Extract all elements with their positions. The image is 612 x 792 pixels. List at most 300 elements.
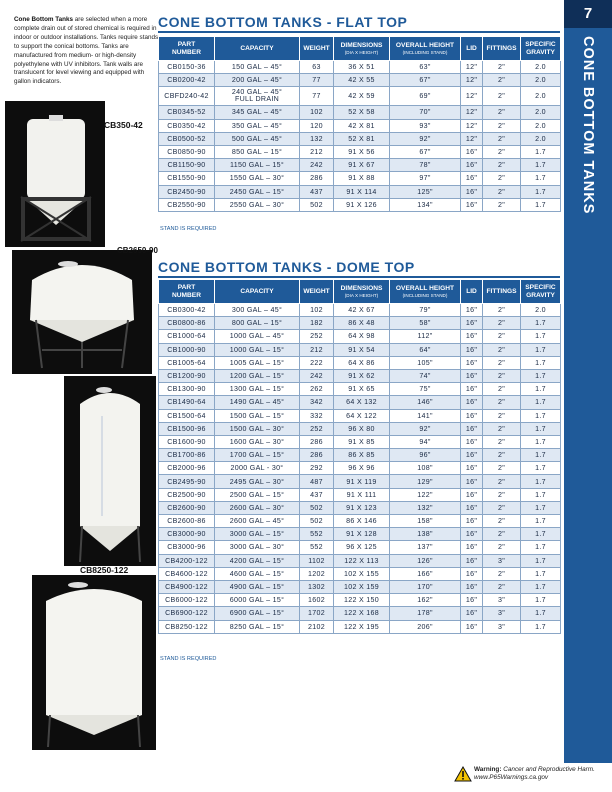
cell-dimensions: 64 X 132: [334, 396, 390, 409]
table-row: [159, 369, 561, 382]
table-row: [159, 462, 561, 475]
flat-top-title-rule: [158, 31, 560, 33]
table-row: [159, 580, 561, 593]
cell-dimensions: 64 X 86: [334, 356, 390, 369]
cell-weight: 242: [300, 369, 334, 382]
cell-part-number: CB1000-90: [159, 343, 215, 356]
table-row: [159, 488, 561, 501]
cell-part-number: CB1490-64: [159, 396, 215, 409]
cell-capacity: [215, 87, 300, 106]
cell-part-number: CB1550-90: [159, 172, 215, 185]
cell-lid: 16": [461, 304, 483, 317]
cell-capacity: 2500 GAL – 15°: [215, 488, 300, 501]
table-row: [159, 594, 561, 607]
table-row: [159, 330, 561, 343]
cell-specific-gravity: 1.7: [521, 198, 561, 211]
cell-fittings: 2": [483, 369, 521, 382]
cell-part-number: CB2450-90: [159, 185, 215, 198]
cell-fittings: 2": [483, 515, 521, 528]
warning-text: Cancer and Reproductive Harm.: [501, 766, 595, 773]
cell-overall-height: 63": [390, 61, 461, 74]
table-row: [159, 396, 561, 409]
cell-fittings: 2": [483, 383, 521, 396]
cell-fittings: 2": [483, 74, 521, 87]
cell-lid: 16": [461, 396, 483, 409]
cell-dimensions: 91 X 128: [334, 528, 390, 541]
cell-overall-height: 132": [390, 501, 461, 514]
col-specific-gravity: SPECIFIC GRAVITY: [521, 280, 561, 304]
cell-weight: 1702: [300, 607, 334, 620]
cell-overall-height: 112": [390, 330, 461, 343]
dome-top-table: [158, 279, 561, 634]
cell-lid: 16": [461, 620, 483, 633]
cell-overall-height: 79": [390, 304, 461, 317]
cell-weight: 1302: [300, 580, 334, 593]
cell-capacity: 350 GAL – 45°: [215, 119, 300, 132]
cell-weight: 502: [300, 515, 334, 528]
cell-specific-gravity: 1.7: [521, 554, 561, 567]
cell-overall-height: 122": [390, 488, 461, 501]
warning-triangle-icon: [454, 766, 472, 782]
cell-weight: 2102: [300, 620, 334, 633]
tank-photo-dome-narrow: [64, 376, 156, 566]
cell-weight: 182: [300, 317, 334, 330]
col-part-number: PART NUMBER: [159, 37, 215, 61]
cell-lid: 16": [461, 607, 483, 620]
cell-weight: 252: [300, 330, 334, 343]
cell-fittings: 2": [483, 132, 521, 145]
cell-part-number: CB1300-90: [159, 383, 215, 396]
cell-capacity: 150 GAL – 45°: [215, 61, 300, 74]
cell-lid: 16": [461, 185, 483, 198]
cell-capacity: 4900 GAL – 15°: [215, 580, 300, 593]
cell-part-number: CB1600-90: [159, 435, 215, 448]
cell-overall-height: 94": [390, 435, 461, 448]
table-row: [159, 422, 561, 435]
cell-weight: 222: [300, 356, 334, 369]
col-weight: WEIGHT: [300, 37, 334, 61]
cell-dimensions: 122 X 113: [334, 554, 390, 567]
cell-part-number: CB2495-90: [159, 475, 215, 488]
cell-dimensions: 91 X 54: [334, 343, 390, 356]
flat-top-title: CONE BOTTOM TANKS - FLAT TOP: [158, 14, 408, 30]
cell-specific-gravity: 1.7: [521, 475, 561, 488]
cell-weight: 77: [300, 74, 334, 87]
cell-dimensions: 96 X 80: [334, 422, 390, 435]
cell-overall-height: 162": [390, 594, 461, 607]
cell-specific-gravity: 1.7: [521, 159, 561, 172]
col-lid: LID: [461, 37, 483, 61]
cell-fittings: 3": [483, 554, 521, 567]
cell-capacity: 1150 GAL – 15°: [215, 159, 300, 172]
cell-weight: 552: [300, 541, 334, 554]
flat-top-table: [158, 36, 561, 212]
cell-fittings: 2": [483, 396, 521, 409]
cell-capacity: 850 GAL – 15°: [215, 145, 300, 158]
cell-capacity: 800 GAL – 15°: [215, 317, 300, 330]
cell-dimensions: 122 X 195: [334, 620, 390, 633]
cell-part-number: CB0850-90: [159, 145, 215, 158]
col-overall-height: OVERALL HEIGHT (INCLUDING STAND): [390, 37, 461, 61]
cell-overall-height: 138": [390, 528, 461, 541]
cell-part-number: CB0500-52: [159, 132, 215, 145]
cell-overall-height: 141": [390, 409, 461, 422]
cell-fittings: 2": [483, 356, 521, 369]
table-row: [159, 383, 561, 396]
cell-overall-height: 137": [390, 541, 461, 554]
warning-url[interactable]: www.P65Warnings.ca.gov: [474, 774, 549, 781]
cell-specific-gravity: 1.7: [521, 462, 561, 475]
cell-capacity: 1490 GAL – 45°: [215, 396, 300, 409]
cell-lid: 16": [461, 580, 483, 593]
cell-capacity: 1300 GAL – 15°: [215, 383, 300, 396]
intro-bold: Cone Bottom Tanks: [14, 16, 74, 23]
cell-fittings: 2": [483, 304, 521, 317]
cell-weight: 102: [300, 106, 334, 119]
table-row: [159, 501, 561, 514]
table-row: [159, 515, 561, 528]
cell-part-number: CBFD240-42: [159, 87, 215, 106]
cell-specific-gravity: 1.7: [521, 620, 561, 633]
cell-lid: 16": [461, 356, 483, 369]
cell-lid: 16": [461, 435, 483, 448]
cell-specific-gravity: 1.7: [521, 541, 561, 554]
cell-weight: 286: [300, 172, 334, 185]
cell-capacity: 4600 GAL – 15°: [215, 567, 300, 580]
cell-fittings: 2": [483, 119, 521, 132]
cell-weight: 242: [300, 159, 334, 172]
flat-top-stand-note: STAND IS REQUIRED: [160, 226, 217, 232]
cell-weight: 262: [300, 383, 334, 396]
cell-overall-height: 146": [390, 396, 461, 409]
cell-capacity: 1500 GAL – 30°: [215, 422, 300, 435]
cell-weight: 102: [300, 304, 334, 317]
cell-part-number: CB3000-90: [159, 528, 215, 541]
tank-photo-flat-top: [5, 101, 105, 247]
cell-dimensions: 91 X 67: [334, 159, 390, 172]
cell-overall-height: 67": [390, 145, 461, 158]
cell-overall-height: 166": [390, 567, 461, 580]
cell-part-number: CB4200-122: [159, 554, 215, 567]
cell-part-number: CB4900-122: [159, 580, 215, 593]
col-fittings: FITTINGS: [483, 37, 521, 61]
page-number: 7: [564, 0, 612, 28]
cell-dimensions: 91 X 119: [334, 475, 390, 488]
cell-dimensions: 91 X 114: [334, 185, 390, 198]
cell-lid: 12": [461, 74, 483, 87]
cell-lid: 16": [461, 475, 483, 488]
cell-specific-gravity: 1.7: [521, 330, 561, 343]
table-row: [159, 159, 561, 172]
intro-paragraph: [14, 16, 162, 87]
cell-lid: 16": [461, 462, 483, 475]
cell-dimensions: 91 X 111: [334, 488, 390, 501]
table-row: [159, 343, 561, 356]
col-part-number: PART NUMBER: [159, 280, 215, 304]
cell-capacity: 4200 GAL – 15°: [215, 554, 300, 567]
cell-specific-gravity: 1.7: [521, 145, 561, 158]
cell-specific-gravity: 1.7: [521, 501, 561, 514]
cell-overall-height: 170": [390, 580, 461, 593]
prop65-warning: [450, 764, 610, 788]
table-row: [159, 356, 561, 369]
cell-overall-height: 125": [390, 185, 461, 198]
cell-part-number: CB1200-90: [159, 369, 215, 382]
cell-fittings: 2": [483, 185, 521, 198]
table-row: [159, 435, 561, 448]
cell-part-number: CB2500-90: [159, 488, 215, 501]
cell-part-number: CB3000-96: [159, 541, 215, 554]
cell-part-number: CB6000-122: [159, 594, 215, 607]
cell-lid: 12": [461, 87, 483, 106]
cell-capacity: 6900 GAL – 15°: [215, 607, 300, 620]
dome-top-title-rule: [158, 276, 560, 278]
cell-specific-gravity: 1.7: [521, 422, 561, 435]
cell-fittings: 2": [483, 330, 521, 343]
cell-weight: 437: [300, 488, 334, 501]
cell-part-number: CB1000-64: [159, 330, 215, 343]
cell-capacity: 3000 GAL – 15°: [215, 528, 300, 541]
col-dimensions: DIMENSIONS (DIA X HEIGHT): [334, 37, 390, 61]
table-row: [159, 475, 561, 488]
capacity-line: 240 GAL – 45°: [231, 88, 283, 97]
cell-dimensions: 122 X 150: [334, 594, 390, 607]
table-row: [159, 620, 561, 633]
dome-top-title: CONE BOTTOM TANKS - DOME TOP: [158, 259, 415, 275]
col-fittings: FITTINGS: [483, 280, 521, 304]
table-row: [159, 541, 561, 554]
table-row: [159, 607, 561, 620]
cell-dimensions: 91 X 65: [334, 383, 390, 396]
cell-weight: 120: [300, 119, 334, 132]
cell-dimensions: 86 X 48: [334, 317, 390, 330]
cell-part-number: CB1500-96: [159, 422, 215, 435]
cell-dimensions: 52 X 81: [334, 132, 390, 145]
table-row: [159, 145, 561, 158]
cell-fittings: 2": [483, 488, 521, 501]
cell-dimensions: 91 X 126: [334, 198, 390, 211]
cell-lid: 16": [461, 145, 483, 158]
cell-overall-height: 129": [390, 475, 461, 488]
cell-weight: 252: [300, 422, 334, 435]
cell-overall-height: 134": [390, 198, 461, 211]
cell-overall-height: 75": [390, 383, 461, 396]
cell-specific-gravity: 2.0: [521, 106, 561, 119]
dome-top-stand-note: STAND IS REQUIRED: [160, 656, 217, 662]
col-lid: LID: [461, 280, 483, 304]
table-row: [159, 87, 561, 106]
cell-dimensions: 102 X 155: [334, 567, 390, 580]
cell-specific-gravity: 1.7: [521, 172, 561, 185]
cell-capacity: 3000 GAL – 30°: [215, 541, 300, 554]
cell-weight: 63: [300, 61, 334, 74]
cell-specific-gravity: 1.7: [521, 488, 561, 501]
cell-lid: 16": [461, 198, 483, 211]
label-large-tank: CB8250-122: [80, 565, 129, 575]
cell-specific-gravity: 1.7: [521, 528, 561, 541]
cell-part-number: CB4600-122: [159, 567, 215, 580]
cell-dimensions: 96 X 125: [334, 541, 390, 554]
cell-capacity: 1600 GAL – 30°: [215, 435, 300, 448]
cell-specific-gravity: 2.0: [521, 87, 561, 106]
cell-overall-height: 69": [390, 87, 461, 106]
cell-part-number: CB2600-90: [159, 501, 215, 514]
cell-weight: 286: [300, 435, 334, 448]
side-banner: [564, 0, 612, 792]
cell-lid: 16": [461, 330, 483, 343]
cell-fittings: 2": [483, 172, 521, 185]
cell-capacity: 500 GAL – 45°: [215, 132, 300, 145]
cell-fittings: 2": [483, 541, 521, 554]
cell-weight: 437: [300, 185, 334, 198]
cell-dimensions: 42 X 81: [334, 119, 390, 132]
cell-dimensions: 86 X 85: [334, 449, 390, 462]
cell-lid: 16": [461, 449, 483, 462]
cell-lid: 16": [461, 383, 483, 396]
cell-overall-height: 108": [390, 462, 461, 475]
capacity-line: FULL DRAIN: [234, 95, 280, 104]
cell-fittings: 2": [483, 449, 521, 462]
cell-overall-height: 58": [390, 317, 461, 330]
side-title: CONE BOTTOM TANKS: [580, 36, 596, 215]
table-row: [159, 172, 561, 185]
cell-capacity: 8250 GAL – 15°: [215, 620, 300, 633]
cell-weight: 1102: [300, 554, 334, 567]
cell-weight: 487: [300, 475, 334, 488]
cell-fittings: 2": [483, 475, 521, 488]
cell-specific-gravity: 2.0: [521, 74, 561, 87]
cell-lid: 16": [461, 317, 483, 330]
cell-fittings: 2": [483, 462, 521, 475]
cell-weight: 286: [300, 449, 334, 462]
cell-part-number: CB0200-42: [159, 74, 215, 87]
cell-specific-gravity: 1.7: [521, 317, 561, 330]
cell-dimensions: 91 X 88: [334, 172, 390, 185]
cell-capacity: 1550 GAL – 30°: [215, 172, 300, 185]
cell-lid: 16": [461, 528, 483, 541]
cell-fittings: 2": [483, 106, 521, 119]
cell-fittings: 3": [483, 607, 521, 620]
cell-fittings: 2": [483, 61, 521, 74]
cell-overall-height: 74": [390, 369, 461, 382]
cell-weight: 332: [300, 409, 334, 422]
table-row: [159, 409, 561, 422]
cell-overall-height: 158": [390, 515, 461, 528]
cell-fittings: 2": [483, 567, 521, 580]
cell-specific-gravity: 1.7: [521, 369, 561, 382]
cell-dimensions: 42 X 55: [334, 74, 390, 87]
cell-overall-height: 93": [390, 119, 461, 132]
cell-specific-gravity: 1.7: [521, 185, 561, 198]
cell-lid: 16": [461, 409, 483, 422]
cell-part-number: CB0350-42: [159, 119, 215, 132]
cell-part-number: CB0800-86: [159, 317, 215, 330]
cell-capacity: 2550 GAL – 30°: [215, 198, 300, 211]
cell-lid: 16": [461, 159, 483, 172]
cell-capacity: 200 GAL – 45°: [215, 74, 300, 87]
cell-specific-gravity: 1.7: [521, 567, 561, 580]
cell-specific-gravity: 1.7: [521, 343, 561, 356]
col-dimensions: DIMENSIONS (DIA X HEIGHT): [334, 280, 390, 304]
cell-fittings: 2": [483, 159, 521, 172]
cell-dimensions: 122 X 168: [334, 607, 390, 620]
cell-fittings: 2": [483, 145, 521, 158]
label-flat-top-tank: CB350-42: [104, 120, 143, 130]
cell-specific-gravity: 1.7: [521, 396, 561, 409]
table-row: [159, 185, 561, 198]
cell-part-number: CB2600-86: [159, 515, 215, 528]
cell-lid: 16": [461, 515, 483, 528]
cell-specific-gravity: 2.0: [521, 132, 561, 145]
cell-fittings: 3": [483, 594, 521, 607]
cell-dimensions: 96 X 96: [334, 462, 390, 475]
cell-weight: 212: [300, 343, 334, 356]
cell-overall-height: 96": [390, 449, 461, 462]
table-row: [159, 554, 561, 567]
cell-lid: 12": [461, 106, 483, 119]
cell-fittings: 2": [483, 87, 521, 106]
cell-part-number: CB1500-64: [159, 409, 215, 422]
cell-dimensions: 52 X 58: [334, 106, 390, 119]
cell-overall-height: 67": [390, 74, 461, 87]
cell-dimensions: 64 X 122: [334, 409, 390, 422]
cell-specific-gravity: 2.0: [521, 61, 561, 74]
cell-capacity: 2600 GAL – 45°: [215, 515, 300, 528]
cell-fittings: 3": [483, 620, 521, 633]
cell-capacity: 1000 GAL – 45°: [215, 330, 300, 343]
table-row: [159, 119, 561, 132]
cell-weight: 212: [300, 145, 334, 158]
table-row: [159, 449, 561, 462]
cell-lid: 16": [461, 343, 483, 356]
cell-fittings: 2": [483, 528, 521, 541]
warning-label: Warning:: [474, 766, 502, 773]
table-row: [159, 317, 561, 330]
cell-dimensions: 36 X 51: [334, 61, 390, 74]
cell-capacity: 1500 GAL – 15°: [215, 409, 300, 422]
intro-text: are selected when a more complete drain out of stored chemical is required in indoor or outdoor installations. Tanks require stands to support the conical bottoms. Tanks are manufactured from medium- or high-density polyethylene with UV inhibitors. Tank walls are translucent for level viewing and equipped with gallon indicators.: [14, 16, 159, 86]
cell-fittings: 2": [483, 422, 521, 435]
cell-specific-gravity: 1.7: [521, 449, 561, 462]
cell-capacity: 2495 GAL – 30°: [215, 475, 300, 488]
cell-lid: 16": [461, 501, 483, 514]
cell-capacity: 2000 GAL - 30°: [215, 462, 300, 475]
label-dome-wide-tank: CB2650-90: [117, 246, 158, 255]
cell-part-number: CB8250-122: [159, 620, 215, 633]
cell-part-number: CB2000-96: [159, 462, 215, 475]
cell-overall-height: 97": [390, 172, 461, 185]
cell-specific-gravity: 1.7: [521, 594, 561, 607]
cell-specific-gravity: 2.0: [521, 304, 561, 317]
cell-capacity: 6000 GAL – 15°: [215, 594, 300, 607]
cell-lid: 12": [461, 132, 483, 145]
cell-capacity: 300 GAL – 45°: [215, 304, 300, 317]
cell-lid: 12": [461, 119, 483, 132]
cell-weight: 502: [300, 198, 334, 211]
table-row: [159, 61, 561, 74]
cell-capacity: 2600 GAL – 30°: [215, 501, 300, 514]
cell-capacity: 1200 GAL – 15°: [215, 369, 300, 382]
cell-overall-height: 126": [390, 554, 461, 567]
cell-dimensions: 91 X 62: [334, 369, 390, 382]
col-specific-gravity: SPECIFIC GRAVITY: [521, 37, 561, 61]
cell-lid: 16": [461, 554, 483, 567]
table-row: [159, 132, 561, 145]
cell-weight: 292: [300, 462, 334, 475]
cell-lid: 12": [461, 61, 483, 74]
cell-overall-height: 78": [390, 159, 461, 172]
cell-overall-height: 92": [390, 422, 461, 435]
